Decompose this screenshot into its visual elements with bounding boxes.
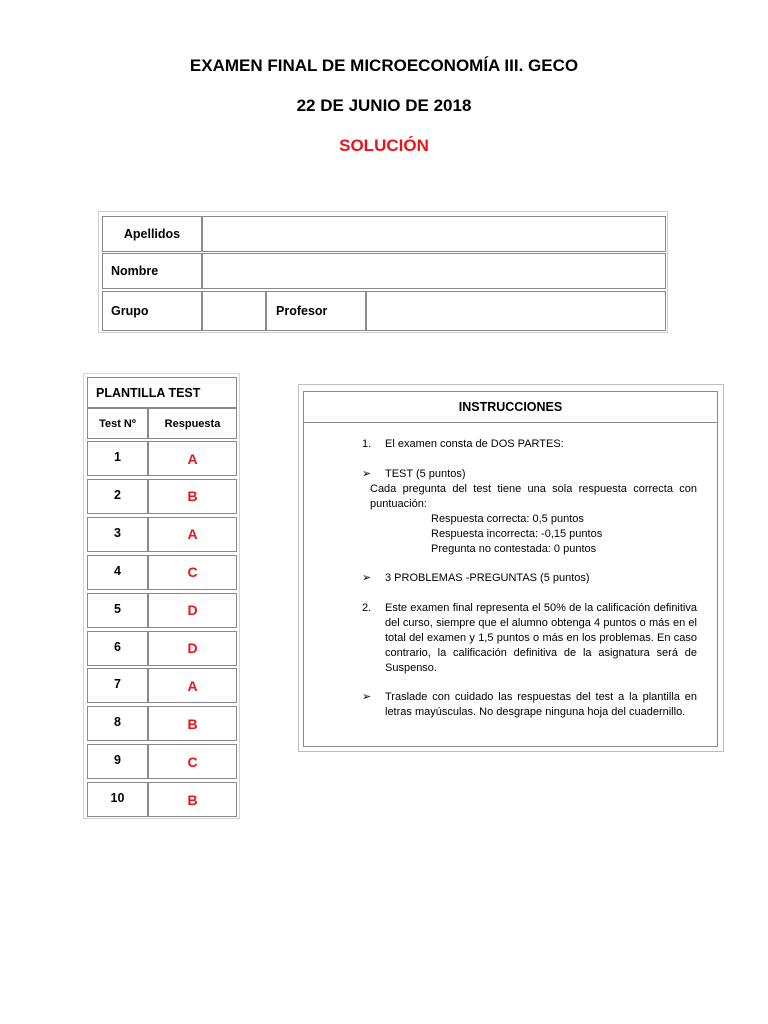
item1-number: 1.	[362, 438, 372, 450]
template-title: PLANTILLA TEST	[87, 377, 237, 408]
answer-cell[interactable]: B	[148, 479, 237, 514]
answer-cell[interactable]: C	[148, 555, 237, 590]
instructions-title: INSTRUCCIONES	[303, 391, 718, 423]
bullet-icon: ➢	[362, 572, 372, 584]
grupo-label: Grupo	[102, 291, 202, 331]
score-correct: Respuesta correcta: 0,5 puntos	[431, 513, 584, 525]
test-number: 9	[87, 744, 148, 779]
answer-cell[interactable]: D	[148, 593, 237, 628]
instructions-body	[303, 423, 718, 747]
item2-text: Este examen final representa el 50% de la calificación definitiva del curso, siempre que el alumno obtenga 4 puntos o más en el total del examen y 1,5 puntos o más en los problemas. En caso contrario, la calificación definitiva de la asignatura será de Suspenso.	[385, 602, 697, 674]
answer-cell[interactable]: A	[148, 441, 237, 476]
test-number: 7	[87, 668, 148, 703]
item2-number: 2.	[362, 602, 372, 614]
answer-cell[interactable]: C	[148, 744, 237, 779]
transfer-text: Traslade con cuidado las respuestas del test a la plantilla en letras mayúsculas. No desgrape ninguna hoja del cuadernillo.	[385, 691, 697, 718]
nombre-field[interactable]	[202, 253, 666, 289]
answer-cell[interactable]: D	[148, 631, 237, 666]
col-test-num: Test Nº	[87, 408, 148, 439]
solution-label: SOLUCIÓN	[339, 136, 429, 155]
test-number: 4	[87, 555, 148, 590]
test-number: 2	[87, 479, 148, 514]
apellidos-field[interactable]	[202, 216, 666, 252]
answer-cell[interactable]: A	[148, 517, 237, 552]
answer-cell[interactable]: B	[148, 782, 237, 817]
test-number: 10	[87, 782, 148, 817]
nombre-label: Nombre	[102, 253, 202, 289]
instructions-box	[298, 384, 724, 752]
problems-label: 3 PROBLEMAS -PREGUNTAS (5 puntos)	[385, 572, 590, 584]
score-incorrect: Respuesta incorrecta: -0,15 puntos	[431, 528, 603, 540]
apellidos-label: Apellidos	[102, 216, 202, 252]
exam-date: 22 DE JUNIO DE 2018	[296, 96, 472, 115]
exam-title: EXAMEN FINAL DE MICROECONOMÍA III. GECO	[189, 56, 579, 75]
col-respuesta: Respuesta	[148, 408, 237, 439]
score-blank: Pregunta no contestada: 0 puntos	[431, 543, 597, 555]
student-id-form	[98, 211, 668, 333]
test-number: 5	[87, 593, 148, 628]
answer-cell[interactable]: A	[148, 668, 237, 703]
answer-template	[83, 373, 240, 819]
profesor-field[interactable]	[366, 291, 666, 331]
test-number: 3	[87, 517, 148, 552]
item1-text: El examen consta de DOS PARTES:	[385, 438, 564, 450]
profesor-label: Profesor	[266, 291, 366, 331]
test-number: 6	[87, 631, 148, 666]
test-label: TEST (5 puntos)	[385, 468, 466, 480]
bullet-icon: ➢	[362, 468, 372, 480]
test-number: 8	[87, 706, 148, 741]
test-number: 1	[87, 441, 148, 476]
bullet-icon: ➢	[362, 691, 372, 703]
test-description: Cada pregunta del test tiene una sola respuesta correcta con puntuación:	[370, 483, 697, 510]
answer-cell[interactable]: B	[148, 706, 237, 741]
grupo-field[interactable]	[202, 291, 266, 331]
